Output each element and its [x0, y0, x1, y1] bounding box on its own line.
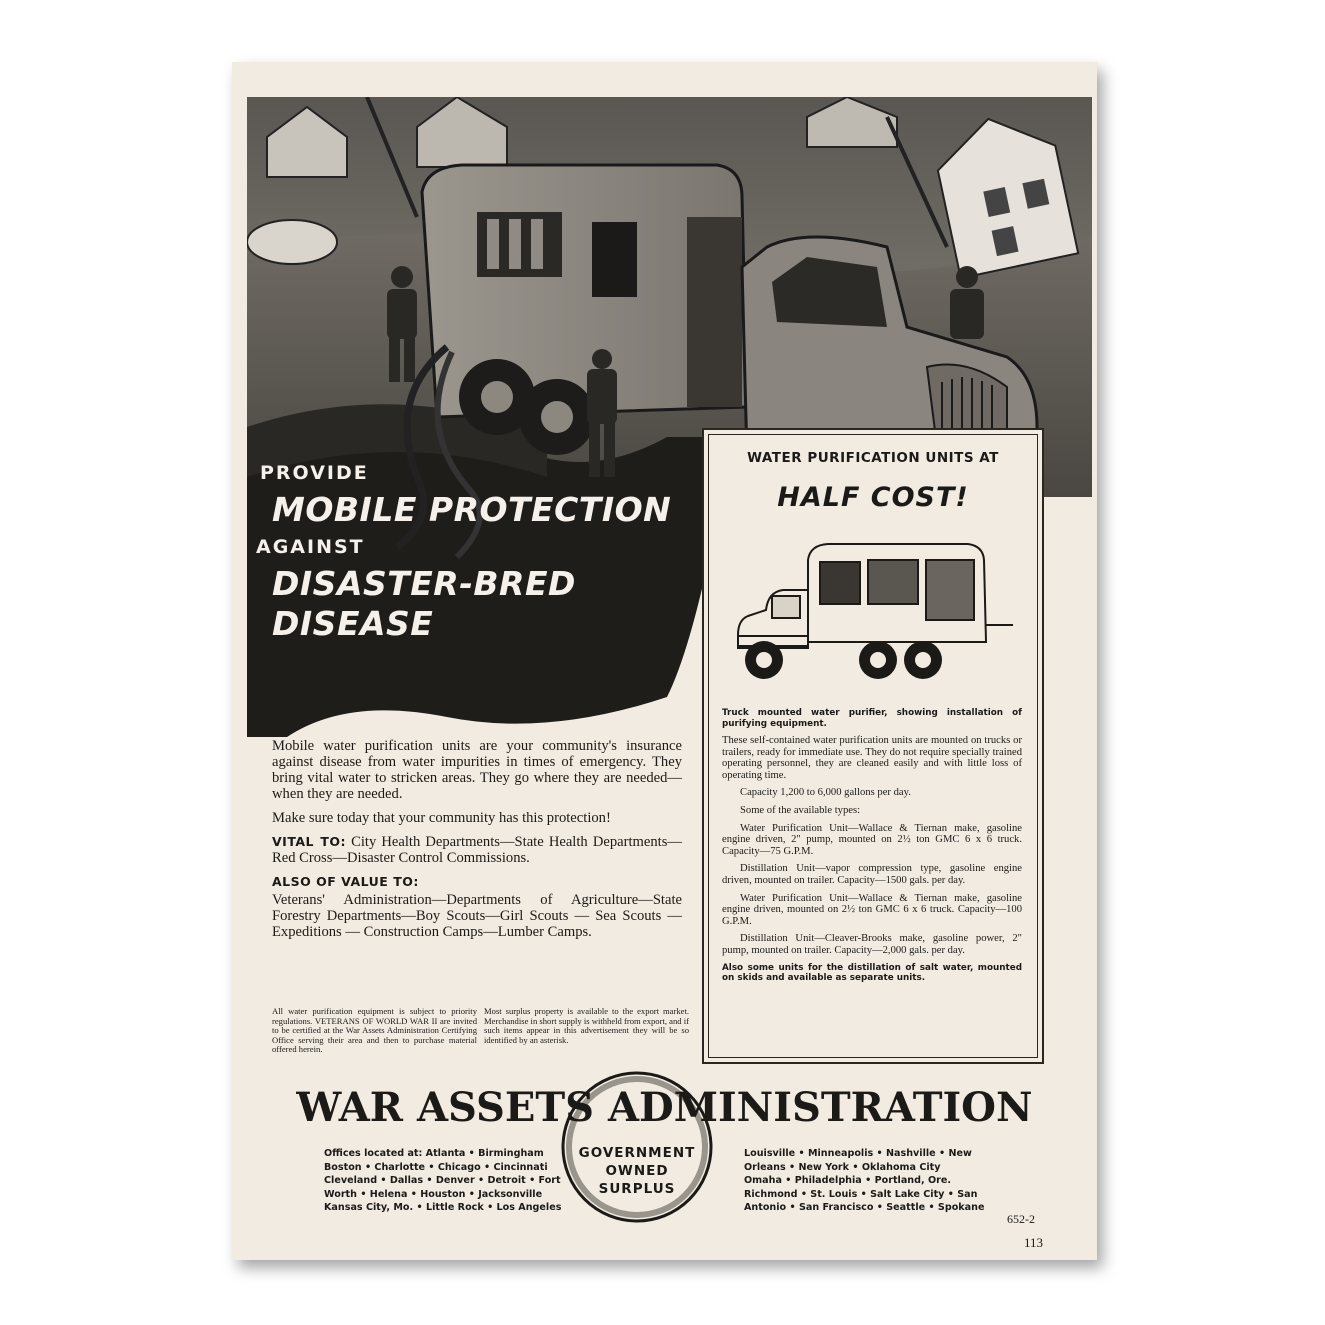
office-line: Richmond • St. Louis • Salt Lake City • San	[744, 1188, 978, 1200]
half-cost-box	[702, 428, 1044, 1064]
headline-disease: DISEASE	[272, 604, 434, 643]
seal-line-surplus: SURPLUS	[598, 1181, 676, 1197]
office-line: Orleans • New York • Oklahoma City	[744, 1161, 941, 1173]
office-line: Omaha • Philadelphia • Portland, Ore.	[744, 1175, 952, 1186]
offices-right	[744, 1147, 985, 1215]
box-type-4: Distillation Unit—Cleaver-Brooks make, gasoline power, 2" pump, mounted on trailer. Capacity—2,000 gals. per day.	[722, 933, 1022, 956]
office-line: Louisville • Minneapolis • Nashville • New	[744, 1148, 972, 1159]
also-of-value-text: Veterans' Administration—Departments of Agriculture—State Forestry Departments—Boy Scouts—Girl Scouts — Sea Scouts — Expeditions — Construction Camps—Lumber Camps.	[272, 892, 682, 940]
box-half-cost: HALF COST!	[777, 482, 969, 513]
box-title: WATER PURIFICATION UNITS AT	[747, 450, 999, 466]
office-line: Worth • Helena • Houston • Jacksonville	[324, 1188, 543, 1200]
box-type-3: Water Purification Unit—Wallace & Tiernan make, gasoline engine driven, mounted on 2½ ton GMC 6 x 6 truck. Capacity—100 G.P.M.	[722, 892, 1022, 927]
magazine-page	[232, 62, 1097, 1260]
seal-line-government: GOVERNMENT	[578, 1145, 696, 1161]
seal-text	[557, 1144, 717, 1198]
headline-against: AGAINST	[256, 536, 365, 558]
box-type-1: Water Purification Unit—Wallace & Tiernan make, gasoline engine driven, 2" pump, mounted on 2½ ton GMC 6 x 6 truck. Capacity—75 G.P.M.	[722, 822, 1022, 857]
body-copy	[272, 738, 682, 948]
office-line: Offices located at: Atlanta • Birmingham	[324, 1148, 544, 1159]
headline-mobile-protection: MOBILE PROTECTION	[272, 490, 672, 529]
vital-to-text: City Health Departments—State Health Departments—Red Cross—Disaster Control Commissions.	[272, 834, 682, 866]
offices-left	[324, 1147, 561, 1215]
body-paragraph-1: Mobile water purification units are your community's insurance against disease from water impurities in times of emergency. They bring vital water to stricken areas. They go where they are needed—when they are needed.	[272, 738, 682, 802]
box-types-intro: Some of the available types:	[740, 804, 861, 816]
seal-line-owned: OWNED	[605, 1163, 669, 1179]
box-capacity: Capacity 1,200 to 6,000 gallons per day.	[740, 787, 911, 799]
fine-print-priority: All water purification equipment is subject to priority regulations. VETERANS OF WORLD WAR II are invited to be certified at the War Assets Administration Certifying Office serving their area and then to purchase material offered herein.	[272, 1006, 477, 1055]
box-description	[722, 708, 1022, 990]
office-line: Kansas City, Mo. • Little Rock • Los Angeles	[324, 1202, 562, 1213]
vital-to-label: VITAL TO:	[272, 834, 346, 849]
body-paragraph-2: Make sure today that your community has this protection!	[272, 810, 611, 826]
office-line: Cleveland • Dallas • Denver • Detroit • Fort	[324, 1175, 561, 1186]
box-footer: Also some units for the distillation of salt water, mounted on skids and available as separate units.	[722, 962, 1022, 983]
box-type-2: Distillation Unit—vapor compression type, gasoline engine driven, mounted on trailer. Capacity—1500 gals. per day.	[722, 863, 1022, 886]
water-purifier-truck-drawing	[728, 530, 1018, 690]
headline	[254, 462, 724, 644]
headline-disaster-bred: DISASTER-BRED	[272, 564, 576, 603]
headline-provide: PROVIDE	[260, 462, 369, 484]
vital-to-paragraph	[272, 834, 682, 866]
office-line: Antonio • San Francisco • Seattle • Spokane	[744, 1202, 985, 1213]
page-number: 113	[1024, 1235, 1044, 1250]
box-intro: These self-contained water purification units are mounted on trucks or trailers, ready for immediate use. They do not require specially trained operating personnel, they are cleaned easily and with little loss of operating time.	[722, 735, 1022, 781]
office-line: Boston • Charlotte • Chicago • Cincinnati	[324, 1161, 548, 1173]
box-caption: Truck mounted water purifier, showing installation of purifying equipment.	[722, 708, 1022, 729]
fine-print-export: Most surplus property is available to the export market. Merchandise in short supply is withheld from export, and if such items appear in this advertisement they will be so identified by an asterisk.	[484, 1006, 689, 1045]
war-assets-administration-wordmark: WAR ASSETS ADMINISTRATION	[296, 1084, 1033, 1131]
also-of-value-label: ALSO OF VALUE TO:	[272, 874, 419, 889]
ad-code: 652-2	[1007, 1212, 1035, 1226]
